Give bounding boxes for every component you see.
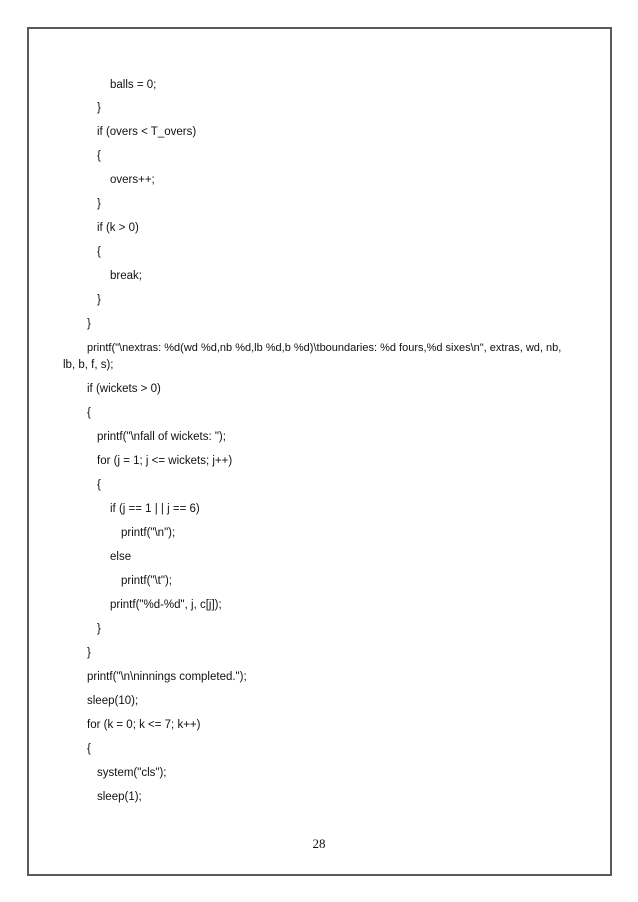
code-line: lb, b, f, s);	[63, 359, 114, 371]
code-line: for (j = 1; j <= wickets; j++)	[97, 455, 233, 467]
code-line: printf("\n\ninnings completed.");	[87, 671, 247, 683]
code-line: break;	[110, 270, 142, 282]
code-line: if (wickets > 0)	[87, 383, 161, 395]
code-line: sleep(1);	[97, 791, 142, 803]
code-line: }	[97, 294, 101, 306]
code-line: printf("\t");	[121, 575, 172, 587]
code-line: printf("%d-%d", j, c[j]);	[110, 599, 222, 611]
code-line: printf("\n");	[121, 527, 176, 539]
page-number: 28	[312, 836, 326, 851]
code-line: for (k = 0; k <= 7; k++)	[87, 719, 201, 731]
code-line: if (k > 0)	[97, 222, 139, 234]
code-line: overs++;	[110, 174, 155, 186]
code-line: else	[110, 551, 132, 563]
code-line: {	[97, 150, 101, 162]
code-line: printf("\nfall of wickets: ");	[97, 431, 226, 443]
code-line: if (overs < T_overs)	[97, 126, 197, 138]
code-line: {	[97, 479, 101, 491]
code-line: {	[97, 246, 101, 258]
code-line: }	[87, 647, 91, 659]
page-border	[27, 27, 612, 876]
code-line: }	[87, 318, 91, 330]
code-line: }	[97, 102, 101, 114]
code-line: printf("\nextras: %d(wd %d,nb %d,lb %d,b %d)\tboundaries: %d fours,%d sixes\n", extras, wd, nb,	[87, 342, 562, 354]
code-line: {	[87, 407, 91, 419]
code-line: if (j == 1 | | j == 6)	[110, 503, 200, 515]
code-line: sleep(10);	[87, 695, 139, 707]
code-line: system("cls");	[97, 767, 167, 779]
code-line: }	[97, 198, 101, 210]
code-line: {	[87, 743, 91, 755]
code-line: }	[97, 623, 101, 635]
code-line: balls = 0;	[110, 79, 157, 91]
